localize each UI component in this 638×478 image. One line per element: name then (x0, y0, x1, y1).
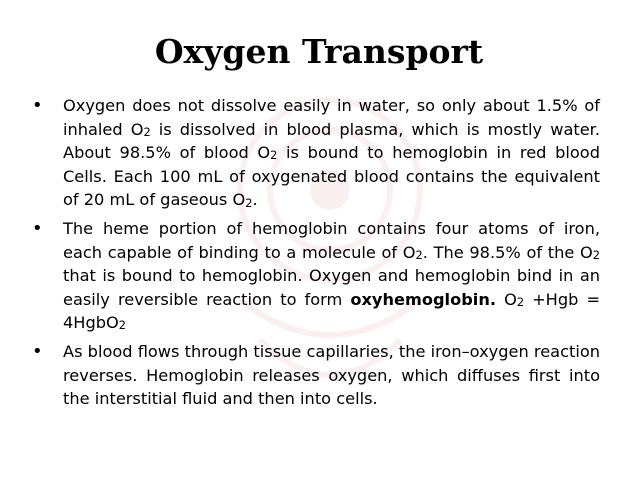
subscript: 2 (118, 318, 126, 333)
bullet-item (30, 94, 600, 212)
bullet-text: Oxygen does not dissolve easily in water, so only about 1.5% of inhaled $O_2$ is dissolved in blood plasma, which is mostly water. About 98.5% of blood $O_2$ is bound to hemoglobin in red blood Cells. Each 100 mL of oxygenated blood contains the equivalent of 20 mL of gaseous $O_2$. (63, 96, 600, 210)
bullet-text: The heme portion of hemoglobin contains four atoms of iron, each capable of binding to a molecule of $O_2$. The 98.5% of the $O_2$ that is bound to hemoglobin. Oxygen and hemoglobin bind in an easily reversible reaction to form oxyhemoglobin. $O_2 +Hgb$ = 4HgbO$_2$ (63, 218, 601, 333)
subscript: 2 (516, 294, 525, 309)
bullet-list (30, 94, 600, 416)
slide-title: Oxygen Transport (154, 32, 484, 71)
subscript: 2 (143, 124, 151, 139)
bullet-text: As blood flows through tissue capillaries, the iron–oxygen reaction reverses. Hemoglobin releases oxygen, which diffuses first into the interstitial fluid and then into cells. (63, 341, 600, 409)
bullet-item (30, 340, 600, 411)
subscript: 2 (270, 148, 278, 163)
subscript: 2 (245, 195, 253, 210)
bullet-dot: • (32, 217, 43, 239)
bold-term: oxyhemoglobin. (350, 289, 497, 309)
subscript: 2 (592, 247, 600, 262)
bullet-item (30, 217, 600, 335)
subscript: 2 (415, 247, 423, 262)
bullet-dot: • (32, 95, 43, 116)
bullet-dot: • (32, 340, 43, 362)
